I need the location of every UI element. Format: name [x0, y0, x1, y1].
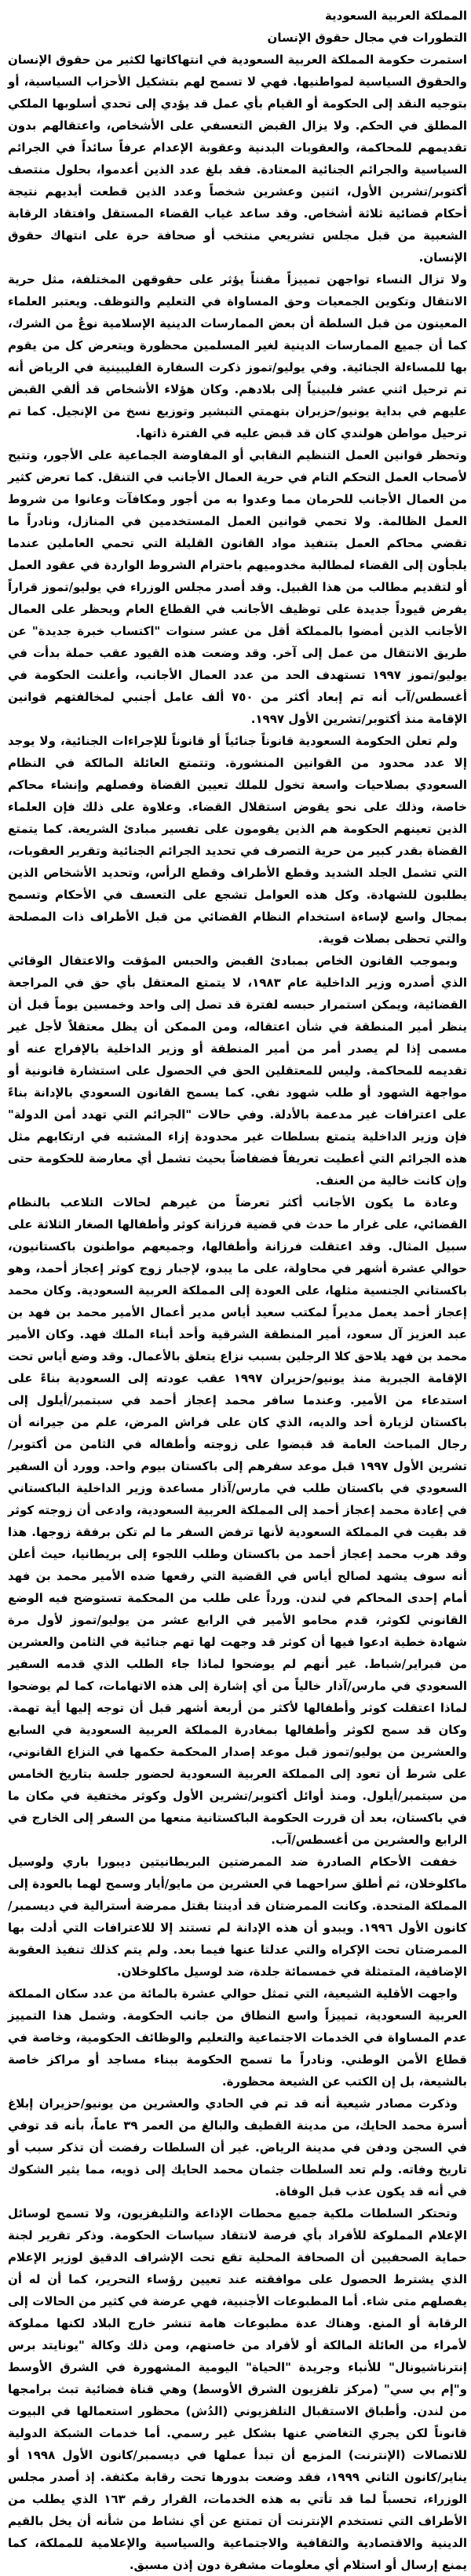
- doc-title: المملكة العربية السعودية: [324, 9, 467, 23]
- paragraph: ولا تزال النساء تواجهن تمييزاً مقنناً يؤثر على حقوقهن المختلفة، مثل حرية الانتقال وتكوين الجمعيات وحق المساواة في التعليم والتوظف. ويعتبر العلماء المعينون من قبل السلطة أن بعض الممارسات الدينية الإسلامية نوعٌ من الشرك، كما أن جميع الممارسات الدينية لغير المسلمين محظورة ويتعرض كل من يقوم بها للمساءلة الجنائية. وفي يوليو/تموز ذكرت السفارة الفليبينية في الرياض أنه تم ترحيل اثني عشر فلبينياً إلى بلادهم. وكان هؤلاء الأشخاص قد ألقي القبض عليهم في بداية يونيو/حزيران بتهمتي التبشير وتوزيع نسخ من الإنجيل. كما تم ترحيل مواطن هولندي كان قد قبض عليه في الفترة ذاتها.: [8, 272, 467, 440]
- paragraph: وتحظر قوانين العمل التنظيم النقابي أو المفاوضة الجماعية على الأجور، وتتيح لأصحاب العمل التحكم التام في حرية العمال الأجانب في التنقل. كما تعرض كثير من العمال الأجانب للحرمان مما وعدوا به من أجور ومكافآت وعانوا من شروط العمل الظالمة. ولا تحمي قوانين العمل المستخدمين في المنازل، ونادراً ما تقضي محاكم العمل بتنفيذ مواد القانون القليلة التي تحمي العاملين عندما يلجأون إلى القضاء لمطالبة مخدوميهم باحترام الشروط الواردة في عقود العمل أو لتقديم مطالب من هذا القبيل. وقد أصدر مجلس الوزراء في يوليو/تموز قراراً يفرض قيوداً جديدة على توظيف الأجانب في القطاع العام ويحظر على العمال الأجانب الذين أمضوا بالمملكة أقل من عشر سنوات "اكتساب خبرة جديدة" عن طريق الانتقال من عمل إلى آخر. وقد وضعت هذه القيود عقب حملة بدأت في يوليو/تموز ١٩٩٧ تستهدف الحد من عدد العمال الأجانب، وأعلنت الحكومة في أغسطس/آب أنه تم إبعاد أكثر من ٧٥٠ ألف عامل أجنبي لمخالفتهم قوانين الإقامة منذ أكتوبر/تشرين الأول ١٩٩٧.: [8, 448, 468, 726]
- paragraph: ولم تعلن الحكومة السعودية قانوناً جنائياً أو قانوناً للإجراءات الجنائية، ولا يوجد إلا عدد محدود من القوانين المنشورة. وتتمتع العائلة المالكة في النظام السعودي بصلاحيات واسعة تخول للملك تعيين القضاة وفصلهم وإنشاء محاكم خاصة، وذلك على نحو يقوض استقلال القضاء. وعلاوة على ذلك فإن العلماء الذين تعينهم الحكومة هم الذين يقومون على تفسير مبادئ الشريعة. كما يتمتع القضاة بقدر كبير من حرية التصرف في تحديد الجرائم الجنائية وتقرير العقوبات، التي تشمل الجلد الشديد وقطع الأطراف وقطع الرأس، وتحديد الأشخاص الذين يطلبون للشهادة. وكل هذه العوامل تشجع على التعسف في الأحكام وتسمح بمجال واسع لإساءة استخدام النظام القضائي من قبل الأطراف ذات المصلحة والتي تحظى بصلات قوية.: [8, 734, 467, 946]
- paragraph: وعادة ما يكون الأجانب أكثر تعرضاً من غيرهم لحالات التلاعب بالنظام القضائي، على غرار ما حدث في قضية فرزانة كوثر وأطفالها الصغار الثلاثة على سبيل المثال. وقد اعتقلت فرزانة وأطفالها، وجميعهم مواطنون باكستانيون، حوالي عشرة أشهر في محاولة، على ما يبدو، لإجبار زوج كوثر إعجاز أحمد، وهو باكستاني الجنسية مثلها، على العودة إلى المملكة العربية السعودية. وكان محمد إعجاز أحمد يعمل مديراً لمكتب سعيد أياس مدير أعمال الأمير محمد بن فهد بن عبد العزيز آل سعود، أمير المنطقة الشرقية وأحد أبناء الملك فهد. وكان الأمير محمد بن فهد يلاحق كلا الرجلين بسبب نزاع يتعلق بالأعمال. وقد وضع أياس تحت الإقامة الجبرية منذ يونيو/حزيران ١٩٩٧ عقب عودته إلى السعودية بناءً على استدعاء من الأمير. وعندما سافر محمد إعجاز أحمد في سبتمبر/أيلول إلى باكستان لزيارة أحد والديه، الذي كان على فراش المرض، علم من جيرانه أن رجال المباحث العامة قد قبضوا على زوجته وأطفاله في الثامن من أكتوبر/تشرين الأول ١٩٩٧ قبل موعد سفرهم إلى باكستان بيوم واحد. وورد أن السفير السعودي في باكستان طلب في مارس/آذار مساعدة وزير الداخلية الباكستاني في إعادة محمد إعجاز أحمد إلى المملكة العربية السعودية، وادعى أن زوجته كوثر قد بقيت في المملكة السعودية لأنها ترفض السفر ما لم تكن برفقة زوجها. هذا وقد هرب محمد إعجاز أحمد من باكستان وطلب اللجوء إلى بريطانيا، حيث أعلن أنه سوف يشهد لصالح أياس في القضية التي رفعها ضده الأمير محمد بن فهد أمام إحدى المحاكم في لندن. ورداً على طلب من المحكمة تستوضح فيه الوضع القانوني لكوثر، قدم محامو الأمير في الرابع عشر من يوليو/تموز لأول مرة شهادة خطية ادعوا فيها أن كوثر قد وجهت لها تهم جنائية في الثامن والعشرين من فبراير/شباط. غير أنهم لم يوضحوا لماذا جاء الطلب الذي قدمه السفير السعودي في مارس/آذار خالياً من أي إشارة إلى هذه الاتهامات، كما لم يوضحوا لماذا اعتقلت كوثر وأطفالها لأكثر من أربعة أشهر قبل أن توجه إليها أية تهمة. وكان قد سمح لكوثر وأطفالها بمغادرة المملكة العربية السعودية في السابع والعشرين من يوليو/تموز قبل موعد إصدار المحكمة حكمها في النزاع القانوني، على شرط أن تعود إلى المملكة العربية السعودية لحضور جلسة بتاريخ الخامس من سبتمبر/أيلول. ومنذ أوائل أكتوبر/تشرين الأول وكوثر مختفية في مكان ما في باكستان، بعد أن قررت الحكومة الباكستانية منعها من السفر إلى الخارج في الرابع والعشرين من أغسطس/آب.: [8, 1195, 467, 1847]
- paragraph: استمرت حكومة المملكة العربية السعودية في انتهاكاتها لكثير من حقوق الإنسان والحقوق السياسية لمواطنيها. فهي لا تسمح لهم بتشكيل الأحزاب السياسية، أو بتوجيه النقد إلى الحكومة أو القيام بأي عمل قد يؤدي إلى تحدي أسلوبها الملكي المطلق في الحكم. ولا يزال القبض التعسفي على الأشخاص، واعتقالهم بدون تقديمهم للمحاكمة، والعقوبات البدنية وعقوبة الإعدام عرفاً سائداً في الجرائم السياسية والجرائم الجنائية المعتادة. فقد بلغ عدد الذين أعدموا، بحلول منتصف أكتوبر/تشرين الأول، اثنين وعشرين شخصاً وعدد الذين قطعت أيديهم نتيجة أحكام قضائية ثلاثة أشخاص. وقد ساعد غياب القضاء المستقل وافتقاد الرقابة الشعبية من قبل مجلس تشريعي منتخب أو صحافة حرة على انتهاك حقوق الإنسان.: [8, 53, 467, 265]
- paragraph: وذكرت مصادر شيعية أنه قد تم في الحادي والعشرين من يونيو/حزيران إبلاغ أسرة محمد الحايك، من مدينة القطيف والبالغ من العمر ٣٩ عاماً، بأنه قد توفي في السجن ودفن في مدينة الرياض. غير أن السلطات رفضت أن تذكر سبب أو تاريخ وفاته. ولم تعد السلطات جثمان محمد الحايك إلى ذويه، مما يثير الشكوك في أنه قد يكون عذب قبل الوفاة.: [8, 2096, 467, 2198]
- paragraph: واجهت الأقلية الشيعية، التي تمثل حوالي عشرة بالمائة من عدد سكان المملكة العربية السعودية، تمييزاً واسع النطاق من جانب الحكومة. وشمل هذا التمييز عدم المساواة في الخدمات الاجتماعية والتعليم والوظائف الحكومية، وخاصة في قطاع الأمن الوطني. ونادراً ما تسمح الحكومة ببناء مساجد أو مراكز خاصة بالشيعة، بل إن الكتب عن الشيعة محظورة.: [8, 1987, 467, 2089]
- paragraph: وتحتكر السلطات ملكية جميع محطات الإذاعة والتليفزيون، ولا تسمح لوسائل الإعلام المملوكة للأفراد بأي فرصة لانتقاد سياسات الحكومة. وذكر تقرير لجنة حماية الصحفيين أن الصحافة المحلية تقع تحت الإشراف الدقيق لوزير الإعلام الذي يشترط الحصول على موافقته عند تعيين رؤساء التحرير، كما أن له أن يفصلهم متى شاء. أما المطبوعات الأجنبية، فهي عرضة في كثير من الحالات إلى الرقابة أو المنع. وهناك عدة مطبوعات هامة تنشر خارج البلاد لكنها مملوكة لأمراء من العائلة المالكة أو لأفراد من خاصتهم، ومن ذلك وكالة "يونايتد برس إنترناشيونال" للأنباء وجريدة "الحياة" اليومية المشهورة في الشرق الأوسط و"إم بي سي" (مركز تلفزيون الشرق الأوسط) وهي قناة فضائية تبث برامجها من لندن. وأطباق الاستقبال التلفزيوني (الدُش) محظور استعمالها في البيوت قانوناً لكن يجري التغاضي عنها بشكل غير رسمي. أما خدمات الشبكة الدولية للاتصالات (الإنترنت) المزمع أن تبدأ عملها في ديسمبر/كانون الأول ١٩٩٨ أو يناير/كانون الثاني ١٩٩٩، فقد وضعت بدورها تحت رقابة مكثفة. إذ أصدر مجلس الوزراء، تحسباً لما قد تأتي به هذه الخدمات، القرار رقم ١٦٣ الذي يطلب من الأطراف التي تستخدم الإنترنت أن تمتنع عن أي نشاط من شأنه أن يخل بالقيم الدينية والاقتصادية والثقافية والاجتماعية والسياسية والإعلامية للمملكة، كما يمنع إرسال أو استلام أي معلومات مشفرة دون إذن مسبق.: [8, 2206, 468, 2572]
- paragraph: وبموجب القانون الخاص بمبادئ القبض والحبس المؤقت والاعتقال الوقائي الذي أصدره وزير الداخلية عام ١٩٨٣، لا يتمتع المعتقل بأي حق في المراجعة القضائية، ويمكن استمرار حبسه لفترة قد تصل إلى واحد وخمسين يوماً قبل أن ينظر أمير المنطقة في شأن اعتقاله، ومن الممكن أن يظل معتقلاً لأجل غير مسمى إذا لم يصدر أمر من أمير المنطقة أو وزير الداخلية بالإفراج عنه أو تقديمه للمحاكمة. وليس للمعتقلين الحق في الحصول على استشارة قانونية أو مواجهة الشهود أو طلب شهود نفي. كما يسمح القانون السعودي بالإدانة بناءً على اعترافات غير مدعمة بالأدلة. وفي حالات "الجرائم التي تهدد أمن الدولة" فإن وزير الداخلية يتمتع بسلطات غير محدودة إزاء المشتبه في ارتكابهم مثل هذه الجرائم التي أعطيت تعريفاً فضفاضاً بحيث تشمل أي معارضة للحكومة حتى وإن كانت خالية من العنف.: [8, 954, 467, 1188]
- doc-subtitle: التطورات في مجال حقوق الإنسان: [267, 31, 467, 45]
- paragraph: خففت الأحكام الصادرة ضد الممرضتين البريطانيتين ديبورا باري ولوسيل ماكلوخلان، ثم أطلق سراحهما في العشرين من مايو/أيار وسمح لهما بالعودة إلى المملكة المتحدة. وكانت الممرضتان قد أدينتا بقتل ممرضة أسترالية في ديسمبر/كانون الأول ١٩٩٦. ويبدو أن هذه الإدانة لم تستند إلا للاعترافات التي أدلت بها الممرضتان تحت الإكراه والتي عدلتا عنها فيما بعد. ولم يتم كذلك تنفيذ العقوبة الإضافية، المتمثلة في خمسمائة جلدة، ضد لوسيل ماكلوخلان.: [8, 1855, 468, 1979]
